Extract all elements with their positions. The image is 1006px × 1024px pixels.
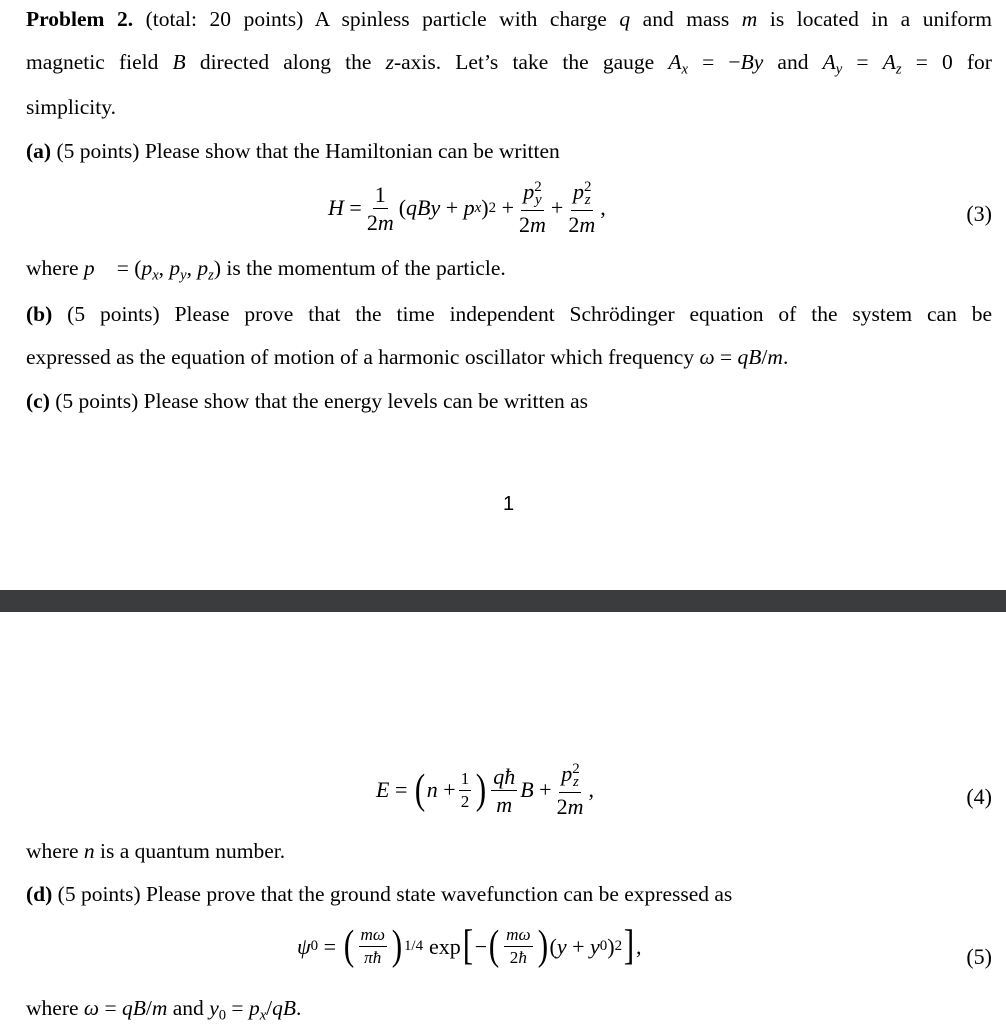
problem-intro-line-1: Problem 2. (total: 20 points) A spinless particle with charge q and mass m is located in a uniform xyxy=(26,7,992,31)
equation-5-number: (5) xyxy=(966,944,992,969)
part-a-label: (a) xyxy=(26,139,52,163)
part-d-after: where ω = qB/m and $y_0 = p_x/qB$. xyxy=(26,996,302,1024)
part-c-prompt: (c) (5 points) Please show that the energy levels can be written as xyxy=(26,389,589,413)
part-d-prompt: (d) (5 points) Please prove that the ground state wavefunction can be expressed as xyxy=(26,882,733,906)
part-b-line-2: expressed as the equation of motion of a harmonic oscillator which frequency ω = qB/m. xyxy=(26,345,789,369)
problem-intro-line-3: simplicity. xyxy=(26,95,116,119)
problem-title: Problem 2. xyxy=(26,7,134,31)
page-separator xyxy=(0,590,1006,612)
part-d-label: (d) xyxy=(26,882,53,906)
part-b-line-1: (b) (5 points) Please prove that the time independent Schrödinger equation of the system can be xyxy=(26,302,992,326)
equation-3: H = $\frac{1}{2m}$ ( qBy + p x ) 2 + $\frac{p^2_y}{2m}$ + $\frac{p^2_z}{2m}$ , xyxy=(328,179,606,238)
part-b-label: (b) xyxy=(26,302,53,326)
equation-4: E = ( n + $\frac{1}{2}$ ) $\frac{qħ}{m}$ B + $\frac{p^2_z}{2m}$ , xyxy=(376,761,594,820)
equation-5: ψ 0 = ( $\frac{m\omega}{\pi ħ}$ ) 1/4 exp [ − ( $\frac{m\omega}{2ħ}$ ) ( y + y 0 ) 2 ] , xyxy=(297,922,642,969)
equation-4-number: (4) xyxy=(966,784,992,809)
part-a-prompt: (a) (5 points) Please show that the Hamiltonian can be written xyxy=(26,139,560,163)
problem-intro-line-2: magnetic field B directed along the z-axis. Let’s take the gauge $A_x = -By$ and $A_y = A_z = 0$ for xyxy=(26,50,992,78)
page-number: 1 xyxy=(503,493,515,515)
part-a-after: where p⃗ = ($p_x$, $p_y$, $p_z$) is the momentum of the particle. xyxy=(26,256,506,284)
part-c-label: (c) xyxy=(26,389,50,413)
part-c-after: where n is a quantum number. xyxy=(26,839,286,863)
equation-3-number: (3) xyxy=(966,201,992,226)
